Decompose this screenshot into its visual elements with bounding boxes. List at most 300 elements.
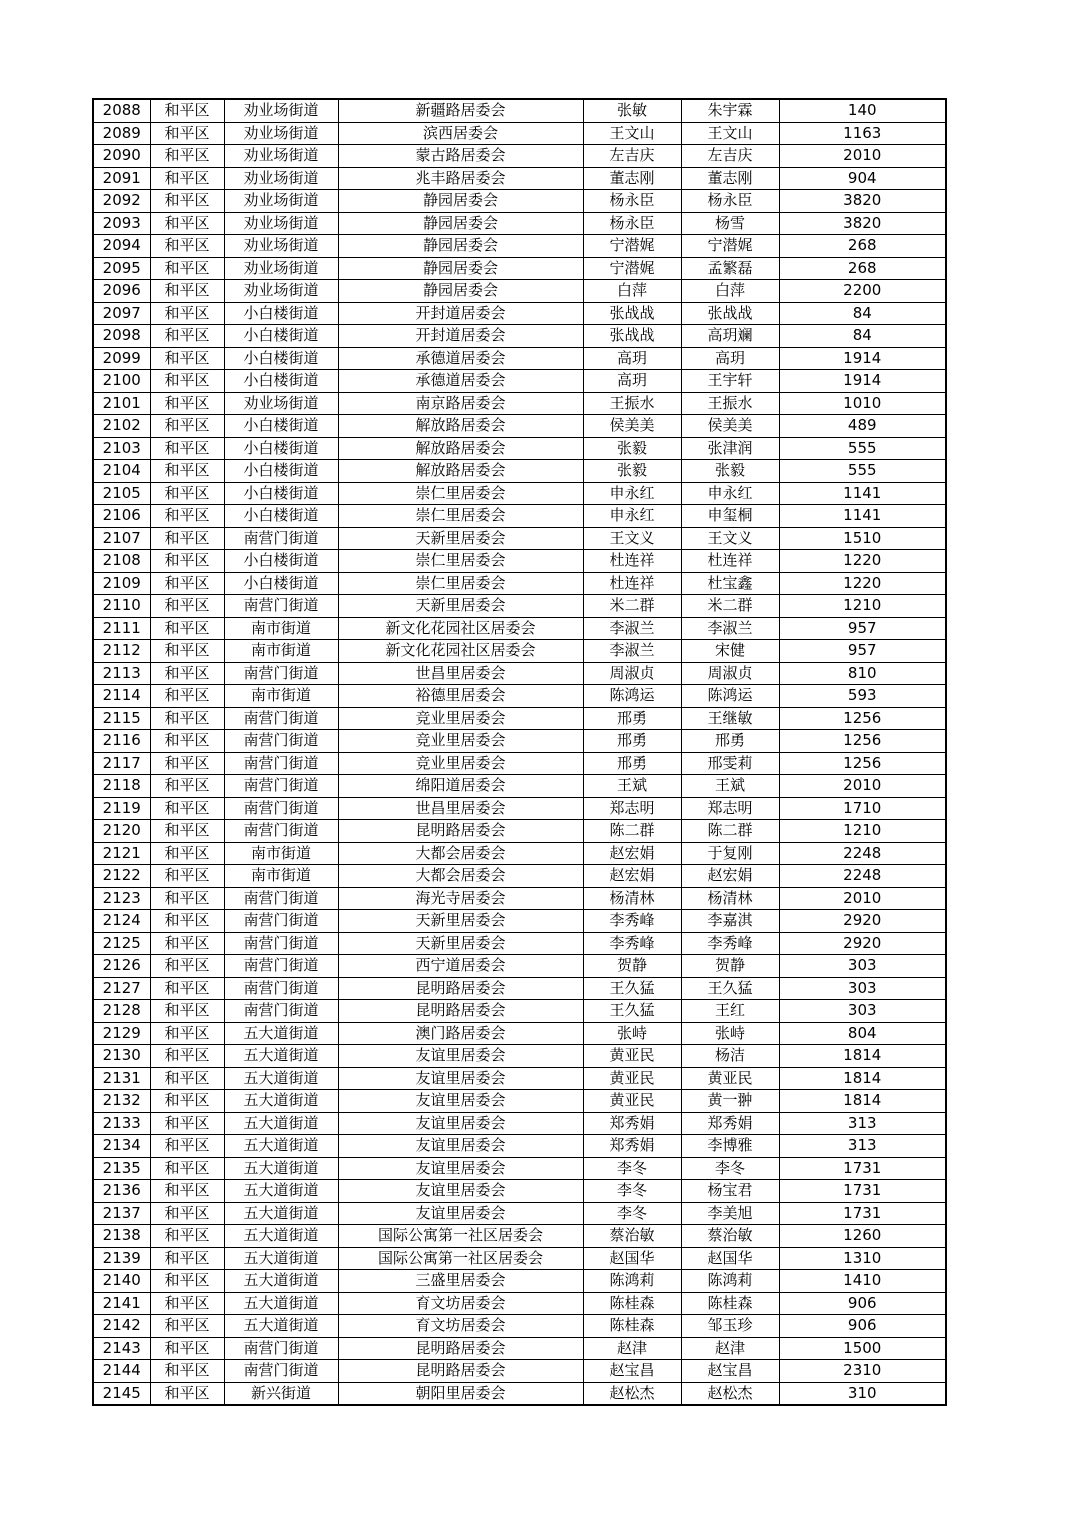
street-cell: 南营门街道	[224, 775, 338, 798]
row-number-cell: 2116	[93, 730, 150, 753]
amount-cell: 1256	[779, 707, 946, 730]
amount-cell: 2248	[779, 865, 946, 888]
district-cell: 和平区	[150, 1382, 224, 1405]
committee-cell: 三盛里居委会	[338, 1270, 583, 1293]
table-row	[93, 910, 946, 933]
name-cell: 李秀峰	[583, 932, 681, 955]
committee-cell: 绵阳道居委会	[338, 775, 583, 798]
district-cell: 和平区	[150, 415, 224, 438]
table-row	[93, 1180, 946, 1203]
table-row	[93, 1112, 946, 1135]
committee-cell: 大都会居委会	[338, 865, 583, 888]
table-row	[93, 617, 946, 640]
recipient-cell: 白萍	[681, 280, 779, 303]
name-cell: 杜连祥	[583, 550, 681, 573]
amount-cell: 906	[779, 1292, 946, 1315]
table-row	[93, 235, 946, 258]
name-cell: 张峙	[583, 1022, 681, 1045]
name-cell: 张战战	[583, 302, 681, 325]
committee-cell: 友谊里居委会	[338, 1045, 583, 1068]
table-row	[93, 1067, 946, 1090]
district-cell: 和平区	[150, 1292, 224, 1315]
amount-cell: 313	[779, 1112, 946, 1135]
street-cell: 南营门街道	[224, 662, 338, 685]
recipient-cell: 宁潜娓	[681, 235, 779, 258]
name-cell: 杨永臣	[583, 212, 681, 235]
amount-cell: 2920	[779, 932, 946, 955]
row-number-cell: 2095	[93, 257, 150, 280]
recipient-cell: 赵宝昌	[681, 1360, 779, 1383]
recipient-cell: 杨雪	[681, 212, 779, 235]
amount-cell: 906	[779, 1315, 946, 1338]
district-cell: 和平区	[150, 1135, 224, 1158]
row-number-cell: 2125	[93, 932, 150, 955]
committee-cell: 育文坊居委会	[338, 1315, 583, 1338]
committee-cell: 开封道居委会	[338, 325, 583, 348]
street-cell: 五大道街道	[224, 1315, 338, 1338]
name-cell: 李冬	[583, 1180, 681, 1203]
committee-cell: 昆明路居委会	[338, 977, 583, 1000]
amount-cell: 1814	[779, 1067, 946, 1090]
recipient-cell: 李秀峰	[681, 932, 779, 955]
district-cell: 和平区	[150, 977, 224, 1000]
district-cell: 和平区	[150, 460, 224, 483]
table-row	[93, 145, 946, 168]
recipient-cell: 杨洁	[681, 1045, 779, 1068]
district-cell: 和平区	[150, 685, 224, 708]
amount-cell: 2010	[779, 145, 946, 168]
amount-cell: 1310	[779, 1247, 946, 1270]
table-row	[93, 1247, 946, 1270]
district-cell: 和平区	[150, 1315, 224, 1338]
row-number-cell: 2136	[93, 1180, 150, 1203]
recipient-cell: 李嘉淇	[681, 910, 779, 933]
row-number-cell: 2098	[93, 325, 150, 348]
recipient-cell: 孟繁磊	[681, 257, 779, 280]
recipient-cell: 王继敏	[681, 707, 779, 730]
amount-cell: 3820	[779, 190, 946, 213]
name-cell: 邢勇	[583, 730, 681, 753]
recipient-cell: 杨清林	[681, 887, 779, 910]
amount-cell: 957	[779, 640, 946, 663]
table-row	[93, 280, 946, 303]
name-cell: 杨清林	[583, 887, 681, 910]
street-cell: 南营门街道	[224, 820, 338, 843]
street-cell: 南市街道	[224, 685, 338, 708]
table-body	[93, 99, 946, 1405]
row-number-cell: 2145	[93, 1382, 150, 1405]
district-cell: 和平区	[150, 302, 224, 325]
committee-cell: 崇仁里居委会	[338, 482, 583, 505]
row-number-cell: 2110	[93, 595, 150, 618]
recipient-cell: 陈二群	[681, 820, 779, 843]
recipient-cell: 王文义	[681, 527, 779, 550]
street-cell: 五大道街道	[224, 1022, 338, 1045]
district-cell: 和平区	[150, 1270, 224, 1293]
committee-cell: 海光寺居委会	[338, 887, 583, 910]
table-row	[93, 167, 946, 190]
committee-cell: 静园居委会	[338, 212, 583, 235]
committee-cell: 崇仁里居委会	[338, 505, 583, 528]
district-cell: 和平区	[150, 235, 224, 258]
table-row	[93, 842, 946, 865]
name-cell: 李淑兰	[583, 640, 681, 663]
recipient-cell: 王振水	[681, 392, 779, 415]
name-cell: 张战战	[583, 325, 681, 348]
district-cell: 和平区	[150, 1157, 224, 1180]
row-number-cell: 2104	[93, 460, 150, 483]
amount-cell: 1814	[779, 1045, 946, 1068]
district-cell: 和平区	[150, 1225, 224, 1248]
row-number-cell: 2134	[93, 1135, 150, 1158]
row-number-cell: 2115	[93, 707, 150, 730]
street-cell: 五大道街道	[224, 1135, 338, 1158]
committee-cell: 解放路居委会	[338, 415, 583, 438]
street-cell: 南营门街道	[224, 730, 338, 753]
street-cell: 五大道街道	[224, 1270, 338, 1293]
committee-cell: 昆明路居委会	[338, 820, 583, 843]
table-row	[93, 1045, 946, 1068]
row-number-cell: 2122	[93, 865, 150, 888]
table-row	[93, 775, 946, 798]
name-cell: 王久猛	[583, 977, 681, 1000]
name-cell: 郑志明	[583, 797, 681, 820]
recipient-cell: 邹玉珍	[681, 1315, 779, 1338]
table-row	[93, 257, 946, 280]
amount-cell: 84	[779, 325, 946, 348]
district-cell: 和平区	[150, 99, 224, 122]
recipient-cell: 杨永臣	[681, 190, 779, 213]
street-cell: 南营门街道	[224, 752, 338, 775]
street-cell: 南营门街道	[224, 887, 338, 910]
amount-cell: 2010	[779, 887, 946, 910]
committee-cell: 友谊里居委会	[338, 1202, 583, 1225]
street-cell: 小白楼街道	[224, 572, 338, 595]
street-cell: 南市街道	[224, 617, 338, 640]
amount-cell: 1500	[779, 1337, 946, 1360]
table-row	[93, 190, 946, 213]
table-row	[93, 415, 946, 438]
street-cell: 五大道街道	[224, 1292, 338, 1315]
table-row	[93, 325, 946, 348]
committee-cell: 世昌里居委会	[338, 797, 583, 820]
row-number-cell: 2137	[93, 1202, 150, 1225]
district-cell: 和平区	[150, 662, 224, 685]
table-row	[93, 482, 946, 505]
street-cell: 劝业场街道	[224, 167, 338, 190]
committee-cell: 静园居委会	[338, 235, 583, 258]
committee-cell: 世昌里居委会	[338, 662, 583, 685]
committee-cell: 西宁道居委会	[338, 955, 583, 978]
name-cell: 赵宏娟	[583, 842, 681, 865]
table-row	[93, 797, 946, 820]
district-cell: 和平区	[150, 347, 224, 370]
table-row	[93, 1315, 946, 1338]
table-row	[93, 1270, 946, 1293]
committee-cell: 友谊里居委会	[338, 1090, 583, 1113]
street-cell: 劝业场街道	[224, 392, 338, 415]
street-cell: 五大道街道	[224, 1090, 338, 1113]
committee-cell: 新文化花园社区居委会	[338, 640, 583, 663]
district-cell: 和平区	[150, 190, 224, 213]
row-number-cell: 2120	[93, 820, 150, 843]
amount-cell: 1731	[779, 1180, 946, 1203]
row-number-cell: 2112	[93, 640, 150, 663]
name-cell: 邢勇	[583, 752, 681, 775]
amount-cell: 1914	[779, 370, 946, 393]
street-cell: 小白楼街道	[224, 347, 338, 370]
row-number-cell: 2109	[93, 572, 150, 595]
committee-cell: 友谊里居委会	[338, 1180, 583, 1203]
row-number-cell: 2102	[93, 415, 150, 438]
district-cell: 和平区	[150, 145, 224, 168]
street-cell: 南营门街道	[224, 977, 338, 1000]
street-cell: 劝业场街道	[224, 235, 338, 258]
table-row	[93, 1202, 946, 1225]
table-row	[93, 302, 946, 325]
amount-cell: 268	[779, 257, 946, 280]
district-cell: 和平区	[150, 820, 224, 843]
amount-cell: 140	[779, 99, 946, 122]
row-number-cell: 2091	[93, 167, 150, 190]
row-number-cell: 2129	[93, 1022, 150, 1045]
row-number-cell: 2135	[93, 1157, 150, 1180]
district-cell: 和平区	[150, 842, 224, 865]
name-cell: 高玥	[583, 347, 681, 370]
district-cell: 和平区	[150, 392, 224, 415]
table-row	[93, 685, 946, 708]
row-number-cell: 2105	[93, 482, 150, 505]
row-number-cell: 2100	[93, 370, 150, 393]
table-row	[93, 662, 946, 685]
street-cell: 南营门街道	[224, 797, 338, 820]
table-row	[93, 955, 946, 978]
row-number-cell: 2138	[93, 1225, 150, 1248]
committee-cell: 天新里居委会	[338, 932, 583, 955]
district-cell: 和平区	[150, 617, 224, 640]
district-cell: 和平区	[150, 932, 224, 955]
district-cell: 和平区	[150, 122, 224, 145]
street-cell: 小白楼街道	[224, 415, 338, 438]
district-cell: 和平区	[150, 640, 224, 663]
row-number-cell: 2114	[93, 685, 150, 708]
amount-cell: 84	[779, 302, 946, 325]
row-number-cell: 2088	[93, 99, 150, 122]
amount-cell: 1220	[779, 550, 946, 573]
district-cell: 和平区	[150, 505, 224, 528]
district-cell: 和平区	[150, 887, 224, 910]
table-row	[93, 1292, 946, 1315]
name-cell: 陈桂森	[583, 1292, 681, 1315]
recipient-cell: 张津润	[681, 437, 779, 460]
recipient-cell: 朱宇霖	[681, 99, 779, 122]
district-cell: 和平区	[150, 1022, 224, 1045]
recipient-cell: 郑志明	[681, 797, 779, 820]
amount-cell: 303	[779, 1000, 946, 1023]
name-cell: 陈桂森	[583, 1315, 681, 1338]
amount-cell: 1210	[779, 595, 946, 618]
recipient-cell: 王宇轩	[681, 370, 779, 393]
street-cell: 南营门街道	[224, 707, 338, 730]
street-cell: 劝业场街道	[224, 280, 338, 303]
row-number-cell: 2118	[93, 775, 150, 798]
district-cell: 和平区	[150, 1360, 224, 1383]
recipient-cell: 宋健	[681, 640, 779, 663]
street-cell: 南营门街道	[224, 910, 338, 933]
name-cell: 邢勇	[583, 707, 681, 730]
committee-cell: 崇仁里居委会	[338, 572, 583, 595]
district-cell: 和平区	[150, 865, 224, 888]
street-cell: 小白楼街道	[224, 325, 338, 348]
committee-cell: 朝阳里居委会	[338, 1382, 583, 1405]
amount-cell: 489	[779, 415, 946, 438]
street-cell: 劝业场街道	[224, 257, 338, 280]
district-cell: 和平区	[150, 752, 224, 775]
table-row	[93, 1337, 946, 1360]
amount-cell: 310	[779, 1382, 946, 1405]
recipient-cell: 王斌	[681, 775, 779, 798]
committee-cell: 育文坊居委会	[338, 1292, 583, 1315]
recipient-cell: 于复刚	[681, 842, 779, 865]
committee-cell: 竞业里居委会	[338, 730, 583, 753]
district-cell: 和平区	[150, 1067, 224, 1090]
amount-cell: 303	[779, 977, 946, 1000]
committee-cell: 静园居委会	[338, 257, 583, 280]
street-cell: 小白楼街道	[224, 302, 338, 325]
committee-cell: 天新里居委会	[338, 595, 583, 618]
name-cell: 赵国华	[583, 1247, 681, 1270]
committee-cell: 解放路居委会	[338, 460, 583, 483]
district-cell: 和平区	[150, 1000, 224, 1023]
committee-cell: 友谊里居委会	[338, 1112, 583, 1135]
row-number-cell: 2140	[93, 1270, 150, 1293]
committee-cell: 新文化花园社区居委会	[338, 617, 583, 640]
street-cell: 南营门街道	[224, 527, 338, 550]
recipient-cell: 张战战	[681, 302, 779, 325]
street-cell: 小白楼街道	[224, 482, 338, 505]
amount-cell: 313	[779, 1135, 946, 1158]
table-row	[93, 640, 946, 663]
recipient-cell: 张峙	[681, 1022, 779, 1045]
name-cell: 申永红	[583, 482, 681, 505]
name-cell: 郑秀娟	[583, 1112, 681, 1135]
table-row	[93, 550, 946, 573]
name-cell: 左吉庆	[583, 145, 681, 168]
name-cell: 李秀峰	[583, 910, 681, 933]
amount-cell: 1256	[779, 752, 946, 775]
district-cell: 和平区	[150, 595, 224, 618]
recipient-cell: 贺静	[681, 955, 779, 978]
row-number-cell: 2119	[93, 797, 150, 820]
recipient-cell: 侯美美	[681, 415, 779, 438]
street-cell: 小白楼街道	[224, 437, 338, 460]
amount-cell: 1914	[779, 347, 946, 370]
district-cell: 和平区	[150, 1337, 224, 1360]
row-number-cell: 2107	[93, 527, 150, 550]
amount-cell: 810	[779, 662, 946, 685]
street-cell: 劝业场街道	[224, 145, 338, 168]
row-number-cell: 2126	[93, 955, 150, 978]
amount-cell: 1141	[779, 482, 946, 505]
row-number-cell: 2099	[93, 347, 150, 370]
table-row	[93, 99, 946, 122]
row-number-cell: 2094	[93, 235, 150, 258]
district-cell: 和平区	[150, 1247, 224, 1270]
table-row	[93, 707, 946, 730]
recipient-cell: 左吉庆	[681, 145, 779, 168]
district-cell: 和平区	[150, 167, 224, 190]
district-cell: 和平区	[150, 437, 224, 460]
name-cell: 郑秀娟	[583, 1135, 681, 1158]
committee-cell: 澳门路居委会	[338, 1022, 583, 1045]
committee-cell: 国际公寓第一社区居委会	[338, 1225, 583, 1248]
name-cell: 王文山	[583, 122, 681, 145]
street-cell: 南营门街道	[224, 1000, 338, 1023]
committee-cell: 友谊里居委会	[338, 1135, 583, 1158]
name-cell: 李冬	[583, 1157, 681, 1180]
name-cell: 李冬	[583, 1202, 681, 1225]
committee-cell: 竞业里居委会	[338, 752, 583, 775]
recipient-cell: 杜宝鑫	[681, 572, 779, 595]
name-cell: 陈鸿莉	[583, 1270, 681, 1293]
street-cell: 五大道街道	[224, 1225, 338, 1248]
amount-cell: 3820	[779, 212, 946, 235]
name-cell: 陈鸿运	[583, 685, 681, 708]
table-row	[93, 1135, 946, 1158]
row-number-cell: 2096	[93, 280, 150, 303]
table-row	[93, 1022, 946, 1045]
recipient-cell: 赵国华	[681, 1247, 779, 1270]
name-cell: 赵宏娟	[583, 865, 681, 888]
committee-cell: 兆丰路居委会	[338, 167, 583, 190]
recipient-cell: 高玥斓	[681, 325, 779, 348]
street-cell: 劝业场街道	[224, 122, 338, 145]
street-cell: 小白楼街道	[224, 505, 338, 528]
recipient-cell: 张毅	[681, 460, 779, 483]
row-number-cell: 2089	[93, 122, 150, 145]
name-cell: 高玥	[583, 370, 681, 393]
amount-cell: 1710	[779, 797, 946, 820]
name-cell: 董志刚	[583, 167, 681, 190]
table-row	[93, 122, 946, 145]
name-cell: 贺静	[583, 955, 681, 978]
district-cell: 和平区	[150, 1202, 224, 1225]
row-number-cell: 2101	[93, 392, 150, 415]
street-cell: 小白楼街道	[224, 550, 338, 573]
committee-cell: 蒙古路居委会	[338, 145, 583, 168]
name-cell: 周淑贞	[583, 662, 681, 685]
committee-cell: 崇仁里居委会	[338, 550, 583, 573]
row-number-cell: 2108	[93, 550, 150, 573]
amount-cell: 1814	[779, 1090, 946, 1113]
recipient-cell: 王文山	[681, 122, 779, 145]
street-cell: 五大道街道	[224, 1067, 338, 1090]
committee-cell: 友谊里居委会	[338, 1157, 583, 1180]
row-number-cell: 2127	[93, 977, 150, 1000]
recipient-cell: 郑秀娟	[681, 1112, 779, 1135]
name-cell: 宁潜娓	[583, 257, 681, 280]
name-cell: 黄亚民	[583, 1045, 681, 1068]
amount-cell: 1510	[779, 527, 946, 550]
data-table	[92, 98, 947, 1406]
district-cell: 和平区	[150, 797, 224, 820]
district-cell: 和平区	[150, 730, 224, 753]
street-cell: 五大道街道	[224, 1247, 338, 1270]
street-cell: 五大道街道	[224, 1045, 338, 1068]
committee-cell: 竞业里居委会	[338, 707, 583, 730]
amount-cell: 2920	[779, 910, 946, 933]
row-number-cell: 2093	[93, 212, 150, 235]
